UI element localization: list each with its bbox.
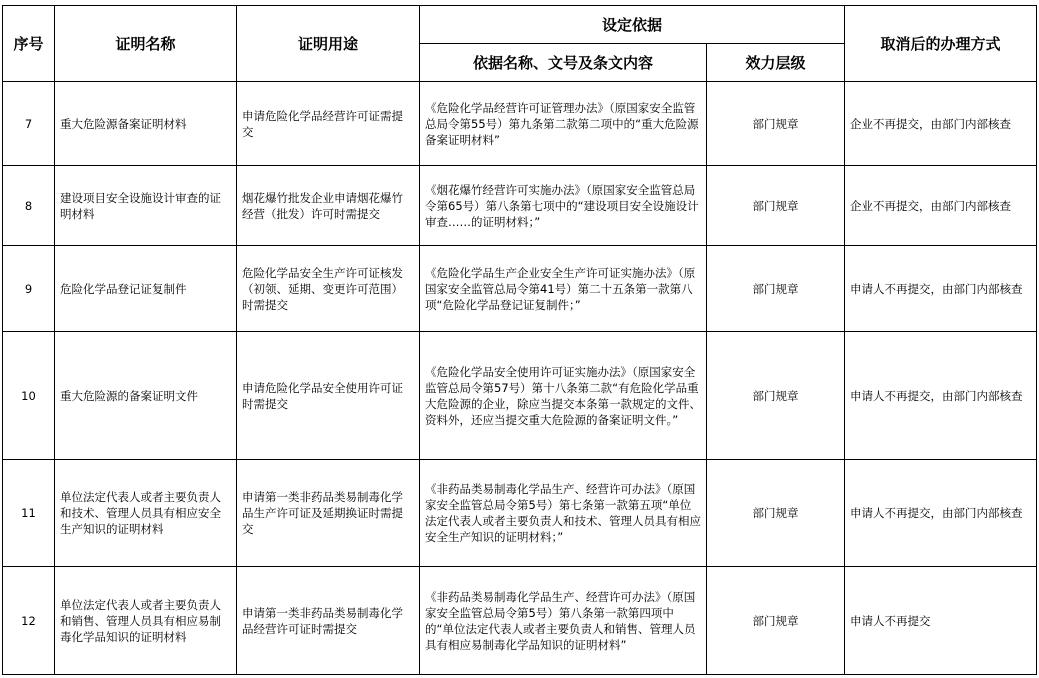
row-basis: 《非药品类易制毒化学品生产、经营许可办法》（原国家安全监管总局令第5号）第八条第一款第四项中的“单位法定代表人或者主要负责人和销售、管理人员具有相应易制毒化学品知识的证明材料” — [420, 567, 707, 675]
row-usage: 申请危险化学品经营许可证需提交 — [237, 82, 420, 166]
row-no: 10 — [3, 332, 55, 460]
row-basis: 《危险化学品安全使用许可证实施办法》（原国家安全监管总局令第57号）第十八条第二款“有危险化学品重大危险源的企业，除应当提交本条第一款规定的文件、资料外，还应当提交重大危险源的备案证明文件。” — [420, 332, 707, 460]
row-after: 企业不再提交，由部门内部核查 — [845, 166, 1037, 246]
row-basis: 《非药品类易制毒化学品生产、经营许可办法》（原国家安全监管总局令第5号）第七条第一款第五项“单位法定代表人或者主要负责人和技术、管理人员具有相应安全生产知识的证明材料；” — [420, 460, 707, 567]
row-usage: 危险化学品安全生产许可证核发（初领、延期、变更许可范围）时需提交 — [237, 246, 420, 332]
row-after: 申请人不再提交，由部门内部核查 — [845, 246, 1037, 332]
table-row — [3, 460, 1037, 567]
row-no: 9 — [3, 246, 55, 332]
row-name: 单位法定代表人或者主要负责人和销售、管理人员具有相应易制毒化学品知识的证明材料 — [55, 567, 237, 675]
row-usage: 申请第一类非药品类易制毒化学品生产许可证及延期换证时需提交 — [237, 460, 420, 567]
row-name: 危险化学品登记证复制件 — [55, 246, 237, 332]
header-name: 证明名称 — [55, 6, 237, 82]
header-after: 取消后的办理方式 — [845, 6, 1037, 82]
table-row — [3, 567, 1037, 675]
row-level: 部门规章 — [707, 166, 845, 246]
row-usage: 申请危险化学品安全使用许可证时需提交 — [237, 332, 420, 460]
row-basis: 《危险化学品生产企业安全生产许可证实施办法》（原国家安全监管总局令第41号）第二十五条第一款第八项“危险化学品登记证复制件；” — [420, 246, 707, 332]
row-name: 建设项目安全设施设计审查的证明材料 — [55, 166, 237, 246]
header-basis-group: 设定依据 — [420, 6, 845, 44]
row-usage: 申请第一类非药品类易制毒化学品经营许可证时需提交 — [237, 567, 420, 675]
row-level: 部门规章 — [707, 332, 845, 460]
row-level: 部门规章 — [707, 82, 845, 166]
row-name: 重大危险源备案证明材料 — [55, 82, 237, 166]
row-level: 部门规章 — [707, 567, 845, 675]
table-row — [3, 246, 1037, 332]
row-basis: 《危险化学品经营许可证管理办法》（原国家安全监管总局令第55号）第九条第二款第二项中的“重大危险源备案证明材料” — [420, 82, 707, 166]
row-no: 8 — [3, 166, 55, 246]
header-level: 效力层级 — [707, 44, 845, 82]
table-row — [3, 166, 1037, 246]
row-name: 单位法定代表人或者主要负责人和技术、管理人员具有相应安全生产知识的证明材料 — [55, 460, 237, 567]
row-name: 重大危险源的备案证明文件 — [55, 332, 237, 460]
header-usage: 证明用途 — [237, 6, 420, 82]
row-after: 企业不再提交，由部门内部核查 — [845, 82, 1037, 166]
row-after: 申请人不再提交 — [845, 567, 1037, 675]
row-level: 部门规章 — [707, 460, 845, 567]
header-basis: 依据名称、文号及条文内容 — [420, 44, 707, 82]
header-seq: 序号 — [3, 6, 55, 82]
row-no: 11 — [3, 460, 55, 567]
table-row — [3, 332, 1037, 460]
table-row — [3, 82, 1037, 166]
row-no: 12 — [3, 567, 55, 675]
row-usage: 烟花爆竹批发企业申请烟花爆竹经营（批发）许可时需提交 — [237, 166, 420, 246]
row-after: 申请人不再提交，由部门内部核查 — [845, 332, 1037, 460]
row-after: 申请人不再提交，由部门内部核查 — [845, 460, 1037, 567]
certificate-table — [2, 5, 1037, 675]
row-level: 部门规章 — [707, 246, 845, 332]
row-basis: 《烟花爆竹经营许可实施办法》（原国家安全监管总局令第65号）第八条第七项中的“建设项目安全设施设计审查……的证明材料；” — [420, 166, 707, 246]
row-no: 7 — [3, 82, 55, 166]
